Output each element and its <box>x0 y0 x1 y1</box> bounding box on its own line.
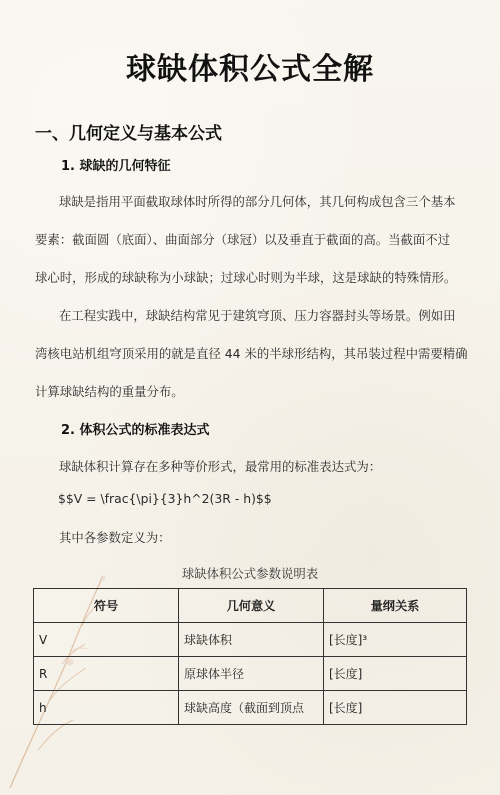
table-header-meaning: 几何意义 <box>179 589 324 623</box>
paragraph-line-5: 湾核电站机组穹顶采用的就是直径 44 米的半球形结构，其吊装过程中需要精确 <box>35 346 468 361</box>
table-cell: h <box>34 691 179 725</box>
table-cell: V <box>34 623 179 657</box>
table-row <box>34 691 467 725</box>
section-heading-1: 一、几何定义与基本公式 <box>35 124 222 144</box>
table-header-symbol: 符号 <box>34 589 179 623</box>
table-caption: 球缺体积公式参数说明表 <box>181 566 319 581</box>
paragraph-line-3: 球心时，形成的球缺称为小球缺；过球心时则为半球，这是球缺的特殊情形。 <box>35 270 457 285</box>
table-cell: 原球体半径 <box>179 657 324 691</box>
table-cell: [长度] <box>324 691 467 725</box>
subsection-heading-1: 1. 球缺的几何特征 <box>61 159 171 174</box>
table-header-row <box>34 589 467 623</box>
table-cell: 球缺高度（截面到顶点 <box>179 691 324 725</box>
paragraph-line-6: 计算球缺结构的重量分布。 <box>35 384 184 399</box>
paragraph-line-1: 球缺是指用平面截取球体时所得的部分几何体，其几何构成包含三个基本 <box>59 194 456 209</box>
table-cell: 球缺体积 <box>179 623 324 657</box>
table-cell: [长度] <box>324 657 467 691</box>
parameter-intro: 其中各参数定义为： <box>59 530 171 545</box>
table-header-dimension: 量纲关系 <box>324 589 467 623</box>
table-cell: [长度]³ <box>324 623 467 657</box>
subsection-heading-2: 2. 体积公式的标准表达式 <box>61 423 210 438</box>
table-row <box>34 623 467 657</box>
table-row <box>34 657 467 691</box>
paragraph-line-4: 在工程实践中，球缺结构常见于建筑穹顶、压力容器封头等场景。例如田 <box>59 308 456 323</box>
table-cell: R <box>34 657 179 691</box>
parameter-table <box>33 588 467 725</box>
paragraph-line-2: 要素：截面圆（底面）、曲面部分（球冠）以及垂直于截面的高。当截面不过 <box>35 232 451 247</box>
formula-text: $$V = \frac{\pi}{3}h^2(3R - h)$$ <box>58 491 272 506</box>
page-title: 球缺体积公式全解 <box>126 52 374 87</box>
formula-intro: 球缺体积计算存在多种等价形式，最常用的标准表达式为： <box>59 459 382 474</box>
